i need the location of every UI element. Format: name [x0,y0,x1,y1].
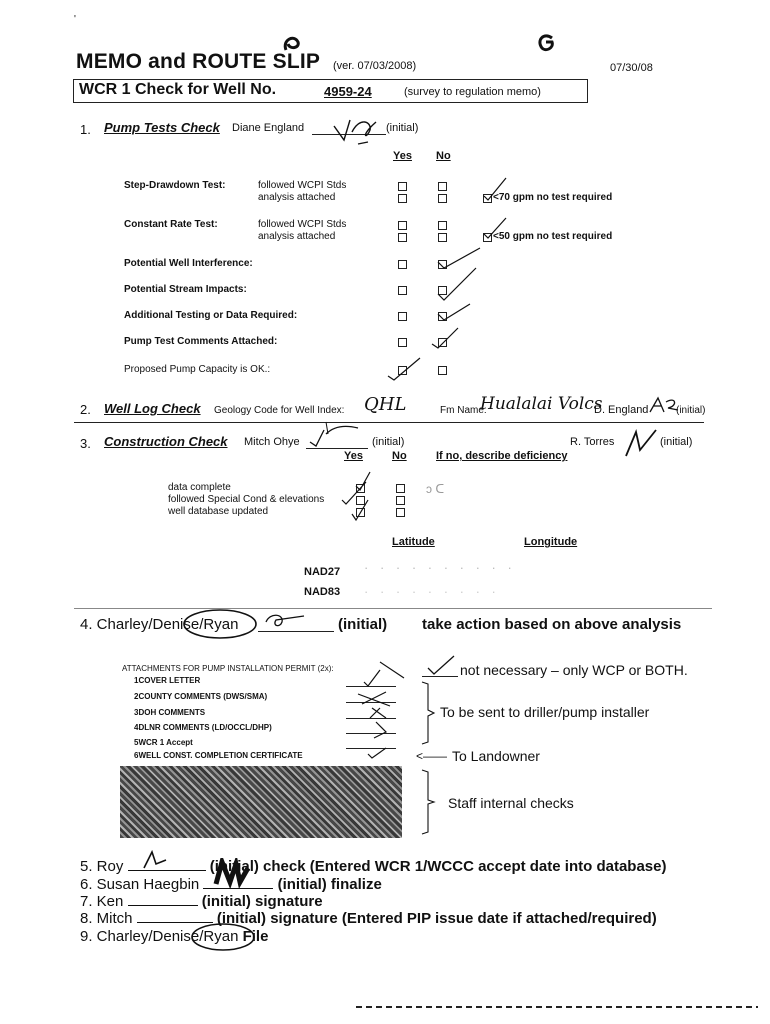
footer-item-7 [80,893,323,910]
step-note-checkmark [480,174,510,204]
nad83-values-faint: · · · · · · · · · [364,584,500,599]
section3-person2: R. Torres [570,436,615,448]
data-complete-no-checkbox[interactable] [396,484,405,493]
section1-title: Pump Tests Check [104,120,220,135]
section1-initial-signature [330,112,390,146]
attachment-3: 3DOH COMMENTS [134,708,206,717]
col-no-1: No [436,150,451,162]
attachment-2: 2COUNTY COMMENTS (DWS/SMA) [134,692,268,701]
step-test-label: Step-Drawdown Test: [124,180,226,191]
const-yes1-checkbox[interactable] [398,221,407,230]
footer-item-5-mid: (initial) [209,858,259,875]
stream-yes-checkbox[interactable] [398,286,407,295]
nad83-label: NAD83 [304,586,341,598]
staff-checks-text: Staff internal checks [448,795,574,811]
deficiency-label: If no, describe deficiency [436,450,568,462]
comments-checkmark [428,324,462,350]
nad27-label: NAD27 [304,566,341,578]
step-note: <70 gpm no test required [493,192,613,203]
capacity-no-checkbox[interactable] [438,366,447,375]
const-opt2: analysis attached [258,231,336,242]
const-yes2-checkbox[interactable] [398,233,407,242]
footer-item-8-rest: signature (Entered PIP issue date if attached/required) [270,910,657,927]
footer-item-7-lead: 7. Ken [80,893,124,910]
section3-number: 3. [80,436,91,451]
step-no2-checkbox[interactable] [438,194,447,203]
section3-checkmarks [338,470,374,526]
col-no-3: No [392,450,407,462]
const-opt1: followed WCPI Stds [258,219,347,230]
interference-yes-checkbox[interactable] [398,260,407,269]
const-no1-checkbox[interactable] [438,221,447,230]
section2-number: 2. [80,402,91,417]
capacity-label: Proposed Pump Capacity is OK.: [124,364,271,375]
stream-checkmark [434,264,480,304]
comments-yes-checkbox[interactable] [398,338,407,347]
footer-item-7-rest: (initial) signature [201,893,323,910]
redacted-block [120,766,402,838]
not-necessary-line [422,676,458,677]
step-no1-checkbox[interactable] [438,182,447,191]
step-yes2-checkbox[interactable] [398,194,407,203]
const-note-checkmark [480,214,510,242]
section3-initial-line [306,448,368,449]
footer-item-6-rest: (initial) finalize [277,876,382,893]
section3-rule [74,608,712,609]
geology-value: QHL [364,394,407,415]
item-special-cond: followed Special Cond & elevations [168,494,325,505]
section4-initial-label: (initial) [338,616,388,633]
susan-initial-blot [210,858,254,890]
memo-date: 07/30/08 [610,62,653,74]
wcr-label: WCR 1 Check for Well No. [79,81,277,98]
step-opt1: followed WCPI Stds [258,180,347,191]
comments-label: Pump Test Comments Attached: [124,336,278,347]
roy-initial-signature [140,848,170,872]
footer-item-5-rest: check (Entered WCR 1/WCCC accept date into database) [263,858,667,875]
capacity-checkmark [384,354,424,382]
clip-mark-icon-2 [534,32,560,54]
const-no2-checkbox[interactable] [438,233,447,242]
not-necessary-text: not necessary – only WCP or BOTH. [460,662,688,678]
section2-person: D. England [594,404,649,416]
col-yes-1: Yes [393,150,412,162]
staff-brace [420,768,440,836]
additional-label: Additional Testing or Data Required: [124,310,298,321]
memo-title: MEMO and ROUTE SLIP [76,50,321,73]
attachment-6: 6WELL CONST. COMPLETION CERTIFICATE [134,751,303,760]
section4-initial-signature [262,610,312,632]
section1-person: Diane England [232,122,305,134]
step-yes1-checkbox[interactable] [398,182,407,191]
footer-item-8 [80,910,657,927]
footer-item-8-lead: 8. Mitch [80,910,133,927]
footer-item-6-lead: 6. Susan Haegbin [80,876,200,893]
const-test-label: Constant Rate Test: [124,219,218,230]
fm-value: Hualalai Volcs [480,394,603,414]
not-necessary-checkmark [424,652,458,676]
driller-brace [418,680,438,746]
section3-initial-label: (initial) [372,436,405,448]
interference-label: Potential Well Interference: [124,258,253,269]
footer-item-5-lead: 5. Roy [80,858,124,875]
item-data-complete: data complete [168,482,231,493]
attachment-marks [350,660,410,760]
faint-mark: ɔ ᑕ [426,482,445,496]
section3-title: Construction Check [104,434,228,449]
latitude-header: Latitude [392,536,435,548]
stream-label: Potential Stream Impacts: [124,284,247,295]
section2-rule [74,422,704,423]
footer-item-9-lead: 9. Charley/Denise/Ryan [80,928,239,945]
section2-title: Well Log Check [104,401,201,416]
additional-checkmark [434,300,474,324]
to-landowner-text: To Landowner [452,748,540,764]
section4-action: take action based on above analysis [422,616,682,633]
ryan-circle [182,608,258,640]
landowner-arrow: <—— [416,749,448,763]
attachment-4: 4DLNR COMMENTS (LD/OCCL/DHP) [134,723,272,732]
corner-mark: ' [74,14,76,25]
bottom-rule [356,1006,758,1008]
section3-initial2-signature [622,426,662,460]
version-text: (ver. 07/03/2008) [333,60,417,72]
attach-header: ATTACHMENTS FOR PUMP INSTALLATION PERMIT (2x): [122,664,334,673]
attachment-1: 1COVER LETTER [134,676,201,685]
well-number: 4959-24 [324,84,372,99]
to-driller-text: To be sent to driller/pump installer [440,704,650,720]
section4-heading: 4. Charley/Denise/Ryan [80,616,239,633]
section1-initial-label: (initial) [386,122,419,134]
section1-number: 1. [80,122,91,137]
special-cond-no-checkbox[interactable] [396,496,405,505]
fm-label: Fm Name: [440,405,487,416]
database-no-checkbox[interactable] [396,508,405,517]
footer-item-9-rest: File [238,928,269,945]
clip-mark-icon [280,34,310,56]
additional-yes-checkbox[interactable] [398,312,407,321]
attachment-5: 5WCR 1 Accept [134,738,193,747]
footer-item-8-mid: (initial) [216,910,267,927]
longitude-header: Longitude [524,536,578,548]
footer-item-7-blank [128,905,198,906]
nad27-values-faint: · · · · · · · · · · [364,560,516,575]
section3-initial-label2: (initial) [660,436,693,448]
geology-label: Geology Code for Well Index: [214,405,345,416]
item-database: well database updated [168,506,269,517]
section3-initial-signature [306,420,362,448]
wcr-note: (survey to regulation memo) [404,86,541,98]
col-yes-3: Yes [344,450,363,462]
section2-initial-label: (initial) [676,405,706,416]
ryan-circle-footer [190,922,256,952]
step-opt2: analysis attached [258,192,336,203]
section3-person: Mitch Ohye [244,436,300,448]
const-note: <50 gpm no test required [493,231,613,242]
